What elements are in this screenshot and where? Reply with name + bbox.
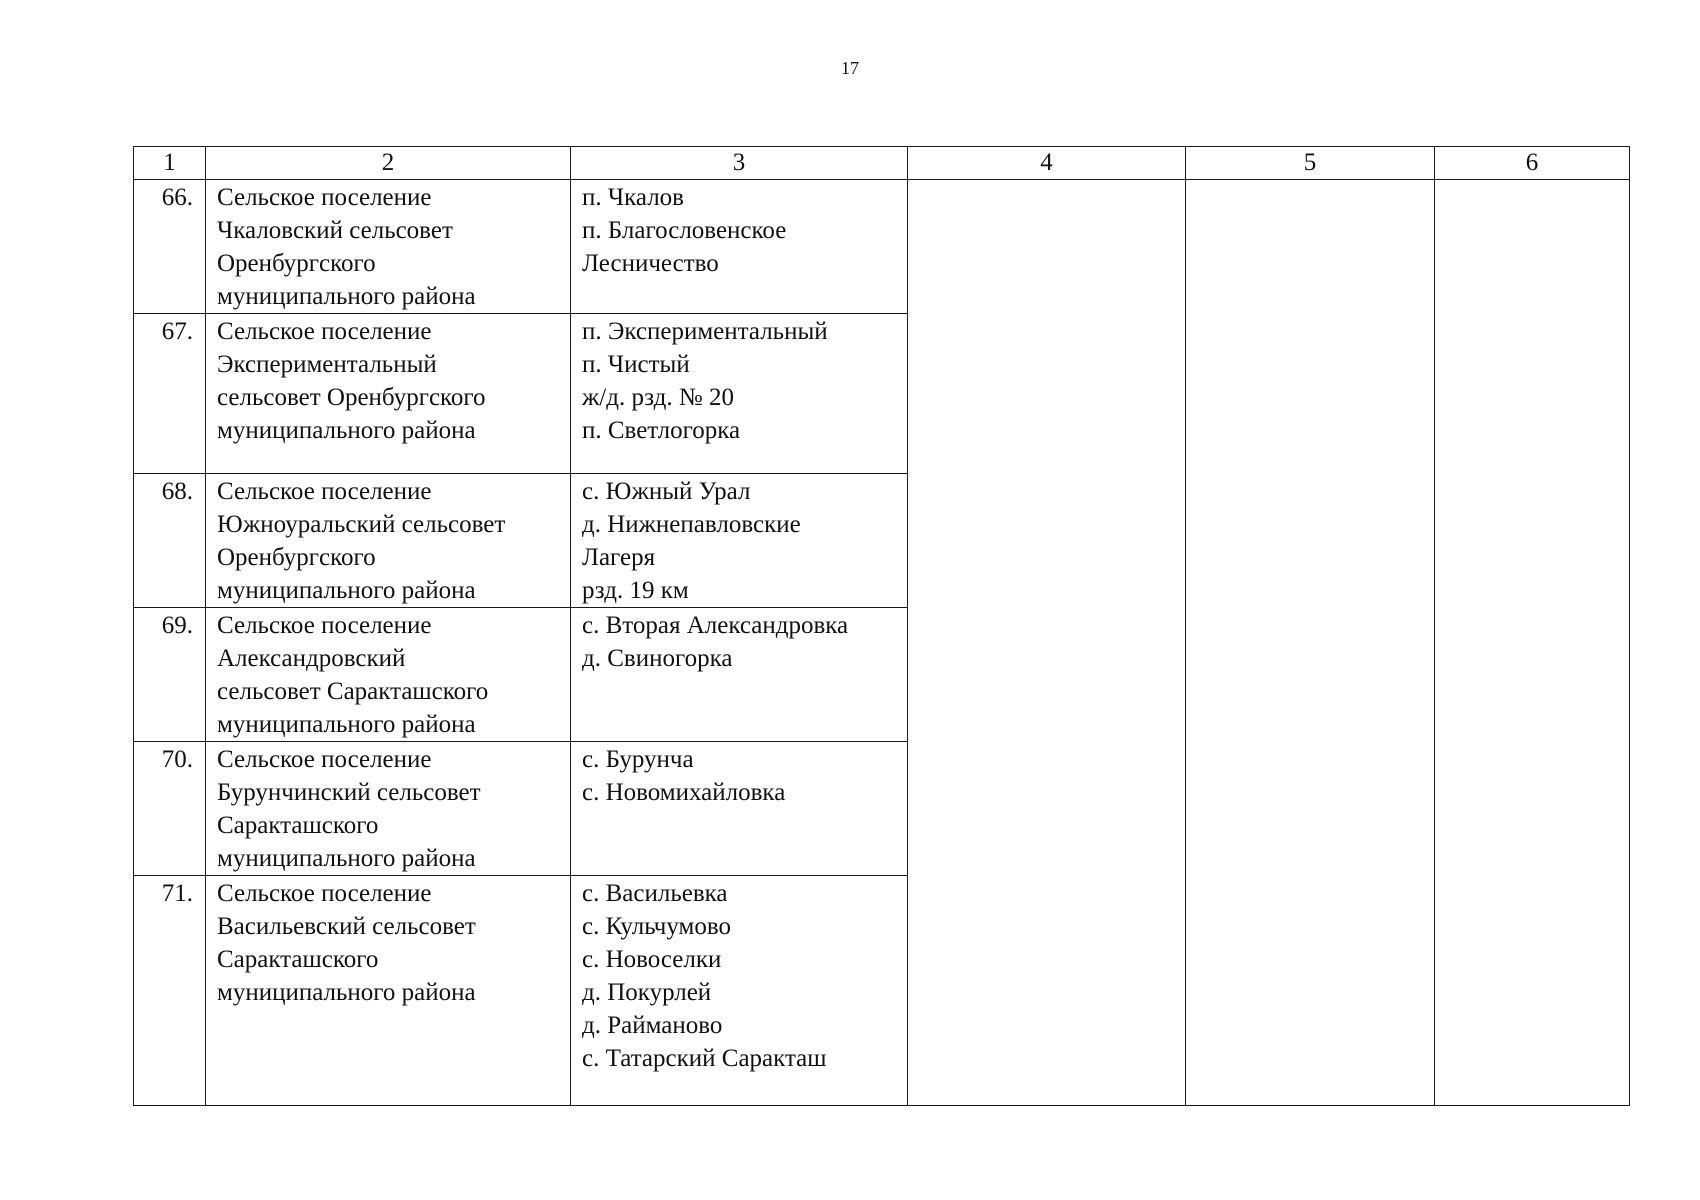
place-line: п. Чкалов xyxy=(582,184,684,211)
page-number: 17 xyxy=(841,58,859,78)
settlement-name-line: Александровский xyxy=(217,645,406,672)
place-line: с. Новоселки xyxy=(582,946,722,973)
settlement-name-cell xyxy=(206,314,571,474)
settlement-name-line: муниципального района xyxy=(217,417,476,444)
place-line: с. Южный Урал xyxy=(582,478,751,505)
settlement-name-line: муниципального района xyxy=(217,845,476,872)
settlement-name-line: муниципального района xyxy=(217,283,476,310)
settlement-name-line: Васильевский сельсовет xyxy=(217,913,476,940)
place-line: п. Экспериментальный xyxy=(582,318,828,345)
place-line: с. Татарский Саракташ xyxy=(582,1045,827,1072)
place-line: с. Вторая Александровка xyxy=(582,612,849,639)
settlements-table xyxy=(133,146,1630,1106)
row-number: 68. xyxy=(134,474,206,608)
settlement-name-line: Сельское поселение xyxy=(217,184,432,211)
settlement-name-line: муниципального района xyxy=(217,979,476,1006)
settlement-name-line: Сельское поселение xyxy=(217,746,432,773)
settlement-name-line: Сельское поселение xyxy=(217,880,432,907)
column-header-5: 5 xyxy=(1186,147,1435,180)
settlement-name-line: Экспериментальный xyxy=(217,351,437,378)
settlement-name-line: Бурунчинский сельсовет xyxy=(217,779,481,806)
place-line: п. Светлогорка xyxy=(582,417,741,444)
header-row xyxy=(134,147,1630,180)
column-header-4: 4 xyxy=(908,147,1186,180)
column-6-cell xyxy=(1435,180,1630,1106)
settlement-name-line: Саракташского xyxy=(217,946,379,973)
settlement-name-line: муниципального района xyxy=(217,711,476,738)
settlement-name-line: сельсовет Оренбургского xyxy=(217,384,486,411)
places-cell xyxy=(571,876,908,1106)
place-line: д. Райманово xyxy=(582,1012,723,1039)
places-cell xyxy=(571,608,908,742)
settlement-name-line: муниципального района xyxy=(217,577,476,604)
places-cell xyxy=(571,474,908,608)
column-header-6: 6 xyxy=(1435,147,1630,180)
place-line: с. Кульчумово xyxy=(582,913,731,940)
row-number: 70. xyxy=(134,742,206,876)
row-number: 67. xyxy=(134,314,206,474)
settlement-name-line: Сельское поселение xyxy=(217,318,432,345)
column-4-cell xyxy=(908,180,1186,1106)
settlement-name-cell xyxy=(206,742,571,876)
settlement-name-cell xyxy=(206,180,571,314)
place-line: с. Новомихайловка xyxy=(582,779,786,806)
place-line: с. Бурунча xyxy=(582,746,694,773)
settlement-name-line: Оренбургского xyxy=(217,544,376,571)
row-number: 66. xyxy=(134,180,206,314)
row-number: 69. xyxy=(134,608,206,742)
settlement-name-line: Оренбургского xyxy=(217,250,376,277)
place-line: д. Покурлей xyxy=(582,979,712,1006)
settlement-name-line: Южноуральский сельсовет xyxy=(217,511,506,538)
place-line: д. Нижнепавловские xyxy=(582,511,801,538)
place-line: с. Васильевка xyxy=(582,880,728,907)
column-header-2: 2 xyxy=(206,147,571,180)
settlement-name-cell xyxy=(206,876,571,1106)
settlement-name-line: Чкаловский сельсовет xyxy=(217,217,453,244)
place-line: рзд. 19 км xyxy=(582,577,689,604)
places-cell xyxy=(571,742,908,876)
table-row xyxy=(134,180,1630,314)
settlement-name-line: Саракташского xyxy=(217,812,379,839)
column-5-cell xyxy=(1186,180,1435,1106)
places-cell xyxy=(571,314,908,474)
place-line: п. Чистый xyxy=(582,351,690,378)
settlement-name-line: сельсовет Саракташского xyxy=(217,678,489,705)
place-line: д. Свиногорка xyxy=(582,645,733,672)
place-line: Лагеря xyxy=(582,544,656,571)
settlement-name-line: Сельское поселение xyxy=(217,612,432,639)
row-number: 71. xyxy=(134,876,206,1106)
settlement-name-line: Сельское поселение xyxy=(217,478,432,505)
places-cell xyxy=(571,180,908,314)
place-line: п. Благословенское xyxy=(582,217,787,244)
column-header-3: 3 xyxy=(571,147,908,180)
settlement-name-cell xyxy=(206,474,571,608)
place-line: ж/д. рзд. № 20 xyxy=(582,384,734,411)
settlement-name-cell xyxy=(206,608,571,742)
place-line: Лесничество xyxy=(582,250,719,277)
column-header-1: 1 xyxy=(134,147,206,180)
